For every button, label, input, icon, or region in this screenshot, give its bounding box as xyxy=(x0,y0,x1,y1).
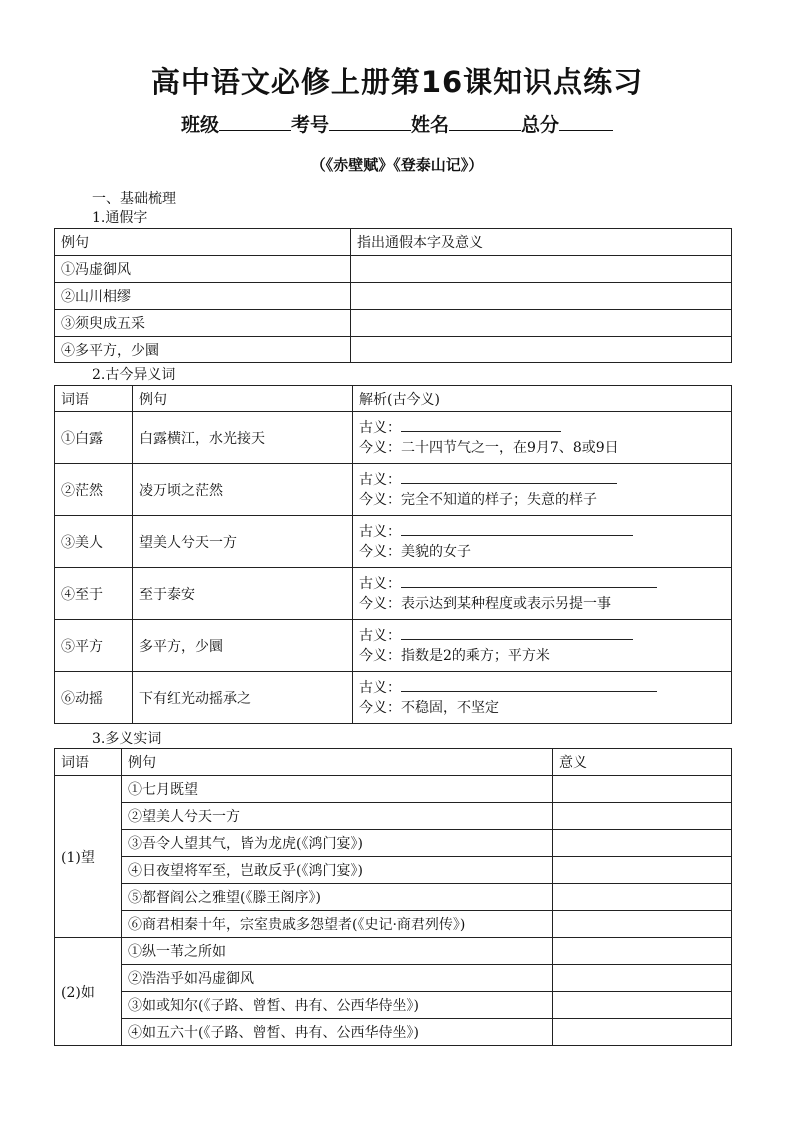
example-sentence: ①纵一苇之所如 xyxy=(122,938,553,965)
answer-cell[interactable] xyxy=(553,992,732,1019)
word-cell: ④至于 xyxy=(55,568,133,620)
jin-meaning: 今义：完全不知道的样子；失意的样子 xyxy=(359,492,597,508)
answer-cell[interactable] xyxy=(553,938,732,965)
table-header-row xyxy=(55,229,732,256)
gu-answer-blank[interactable] xyxy=(401,677,657,692)
gu-answer-blank[interactable] xyxy=(401,521,633,536)
example-sentence: 下有红光动摇承之 xyxy=(133,672,353,724)
example-sentence: ④如五六十(《子路、曾皙、冉有、公西华侍坐》) xyxy=(122,1019,553,1046)
gu-label: 古义： xyxy=(359,524,401,540)
word-cell: ⑤平方 xyxy=(55,620,133,672)
answer-cell[interactable] xyxy=(553,884,732,911)
column-header: 意义 xyxy=(553,749,732,776)
table-row xyxy=(55,516,732,568)
answer-cell[interactable] xyxy=(351,256,732,283)
jin-meaning: 今义：不稳固，不坚定 xyxy=(359,700,499,716)
table-row xyxy=(55,938,732,965)
gu-answer-blank[interactable] xyxy=(401,417,561,432)
table-header-row xyxy=(55,386,732,412)
column-header: 词语 xyxy=(55,386,133,412)
gu-answer-blank[interactable] xyxy=(401,469,617,484)
answer-cell[interactable] xyxy=(553,857,732,884)
column-header: 解析(古今义) xyxy=(353,386,732,412)
gu-label: 古义： xyxy=(359,420,401,436)
page-title: 高中语文必修上册第16课知识点练习 xyxy=(150,65,644,99)
word-cell: ③美人 xyxy=(55,516,133,568)
table-header-row xyxy=(55,749,732,776)
table-row xyxy=(55,776,732,803)
class-label: 班级 xyxy=(180,114,219,136)
table-row xyxy=(55,911,732,938)
example-sentence: ③如或知尔(《子路、曾皙、冉有、公西华侍坐》) xyxy=(122,992,553,1019)
answer-cell[interactable] xyxy=(553,1019,732,1046)
example-sentence: ④多平方，少圜 xyxy=(55,337,351,363)
table-row xyxy=(55,620,732,672)
table-row xyxy=(55,884,732,911)
example-sentence: 望美人兮天一方 xyxy=(133,516,353,568)
example-sentence: ②山川相缪 xyxy=(55,283,351,310)
gu-label: 古义： xyxy=(359,576,401,592)
part1-heading: 1.通假字 xyxy=(92,210,148,226)
word-cell: (2)如 xyxy=(55,938,122,1046)
table-row xyxy=(55,1019,732,1046)
table-row xyxy=(55,568,732,620)
word-cell: ②茫然 xyxy=(55,464,133,516)
word-cell: ⑥动摇 xyxy=(55,672,133,724)
column-header: 指出通假本字及意义 xyxy=(351,229,732,256)
example-sentence: ④日夜望将军至，岂敢反乎(《鸿门宴》) xyxy=(122,857,553,884)
gujin-table xyxy=(54,385,732,724)
example-sentence: ③吾令人望其气，皆为龙虎(《鸿门宴》) xyxy=(122,830,553,857)
meaning-cell xyxy=(353,568,732,620)
score-blank[interactable] xyxy=(559,112,613,131)
example-sentence: ③须臾成五采 xyxy=(55,310,351,337)
answer-cell[interactable] xyxy=(351,310,732,337)
table-row xyxy=(55,256,732,283)
table-row xyxy=(55,464,732,516)
gu-label: 古义： xyxy=(359,472,401,488)
table-row xyxy=(55,803,732,830)
example-sentence: ②望美人兮天一方 xyxy=(122,803,553,830)
example-sentence: 白露横江，水光接天 xyxy=(133,412,353,464)
exam-no-label: 考号 xyxy=(290,114,329,136)
answer-cell[interactable] xyxy=(553,830,732,857)
jin-meaning: 今义：美貌的女子 xyxy=(359,544,471,560)
column-header: 例句 xyxy=(133,386,353,412)
table-row xyxy=(55,830,732,857)
jin-meaning: 今义：二十四节气之一，在9月7、8或9日 xyxy=(359,440,619,456)
example-sentence: 至于泰安 xyxy=(133,568,353,620)
example-sentence: 凌万顷之茫然 xyxy=(133,464,353,516)
column-header: 例句 xyxy=(122,749,553,776)
word-cell: (1)望 xyxy=(55,776,122,938)
class-blank[interactable] xyxy=(219,112,291,131)
page-subtitle: （《赤壁赋》《登泰山记》） xyxy=(310,156,484,174)
jin-meaning: 今义：指数是2的乘方；平方米 xyxy=(359,648,550,664)
table-row xyxy=(55,310,732,337)
answer-cell[interactable] xyxy=(553,776,732,803)
meaning-cell xyxy=(353,672,732,724)
meaning-cell xyxy=(353,516,732,568)
example-sentence: ①七月既望 xyxy=(122,776,553,803)
answer-cell[interactable] xyxy=(553,911,732,938)
column-header: 例句 xyxy=(55,229,351,256)
answer-cell[interactable] xyxy=(553,965,732,992)
table-row xyxy=(55,412,732,464)
gu-label: 古义： xyxy=(359,680,401,696)
answer-cell[interactable] xyxy=(553,803,732,830)
example-sentence: ⑥商君相秦十年，宗室贵戚多怨望者(《史记·商君列传》) xyxy=(122,911,553,938)
part2-heading: 2.古今异义词 xyxy=(92,367,176,383)
table-row xyxy=(55,337,732,363)
exam-no-blank[interactable] xyxy=(329,112,411,131)
gu-answer-blank[interactable] xyxy=(401,573,657,588)
student-info-line xyxy=(0,110,794,137)
word-cell: ①白露 xyxy=(55,412,133,464)
gu-answer-blank[interactable] xyxy=(401,625,633,640)
jin-meaning: 今义：表示达到某种程度或表示另提一事 xyxy=(359,596,611,612)
section-heading: 一、基础梳理 xyxy=(92,191,176,207)
table-row xyxy=(55,283,732,310)
meaning-cell xyxy=(353,412,732,464)
tongjia-table xyxy=(54,228,732,363)
example-sentence: 多平方，少圜 xyxy=(133,620,353,672)
table-row xyxy=(55,672,732,724)
table-row xyxy=(55,857,732,884)
meaning-cell xyxy=(353,464,732,516)
gu-label: 古义： xyxy=(359,628,401,644)
example-sentence: ②浩浩乎如冯虚御风 xyxy=(122,965,553,992)
answer-cell[interactable] xyxy=(351,283,732,310)
score-label: 总分 xyxy=(521,114,560,136)
table-row xyxy=(55,992,732,1019)
column-header: 词语 xyxy=(55,749,122,776)
table-row xyxy=(55,965,732,992)
name-blank[interactable] xyxy=(449,112,521,131)
part3-heading: 3.多义实词 xyxy=(92,731,162,747)
example-sentence: ⑤都督阎公之雅望(《滕王阁序》) xyxy=(122,884,553,911)
name-label: 姓名 xyxy=(411,114,450,136)
meaning-cell xyxy=(353,620,732,672)
answer-cell[interactable] xyxy=(351,337,732,363)
duoyi-table xyxy=(54,748,732,1046)
example-sentence: ①冯虚御风 xyxy=(55,256,351,283)
